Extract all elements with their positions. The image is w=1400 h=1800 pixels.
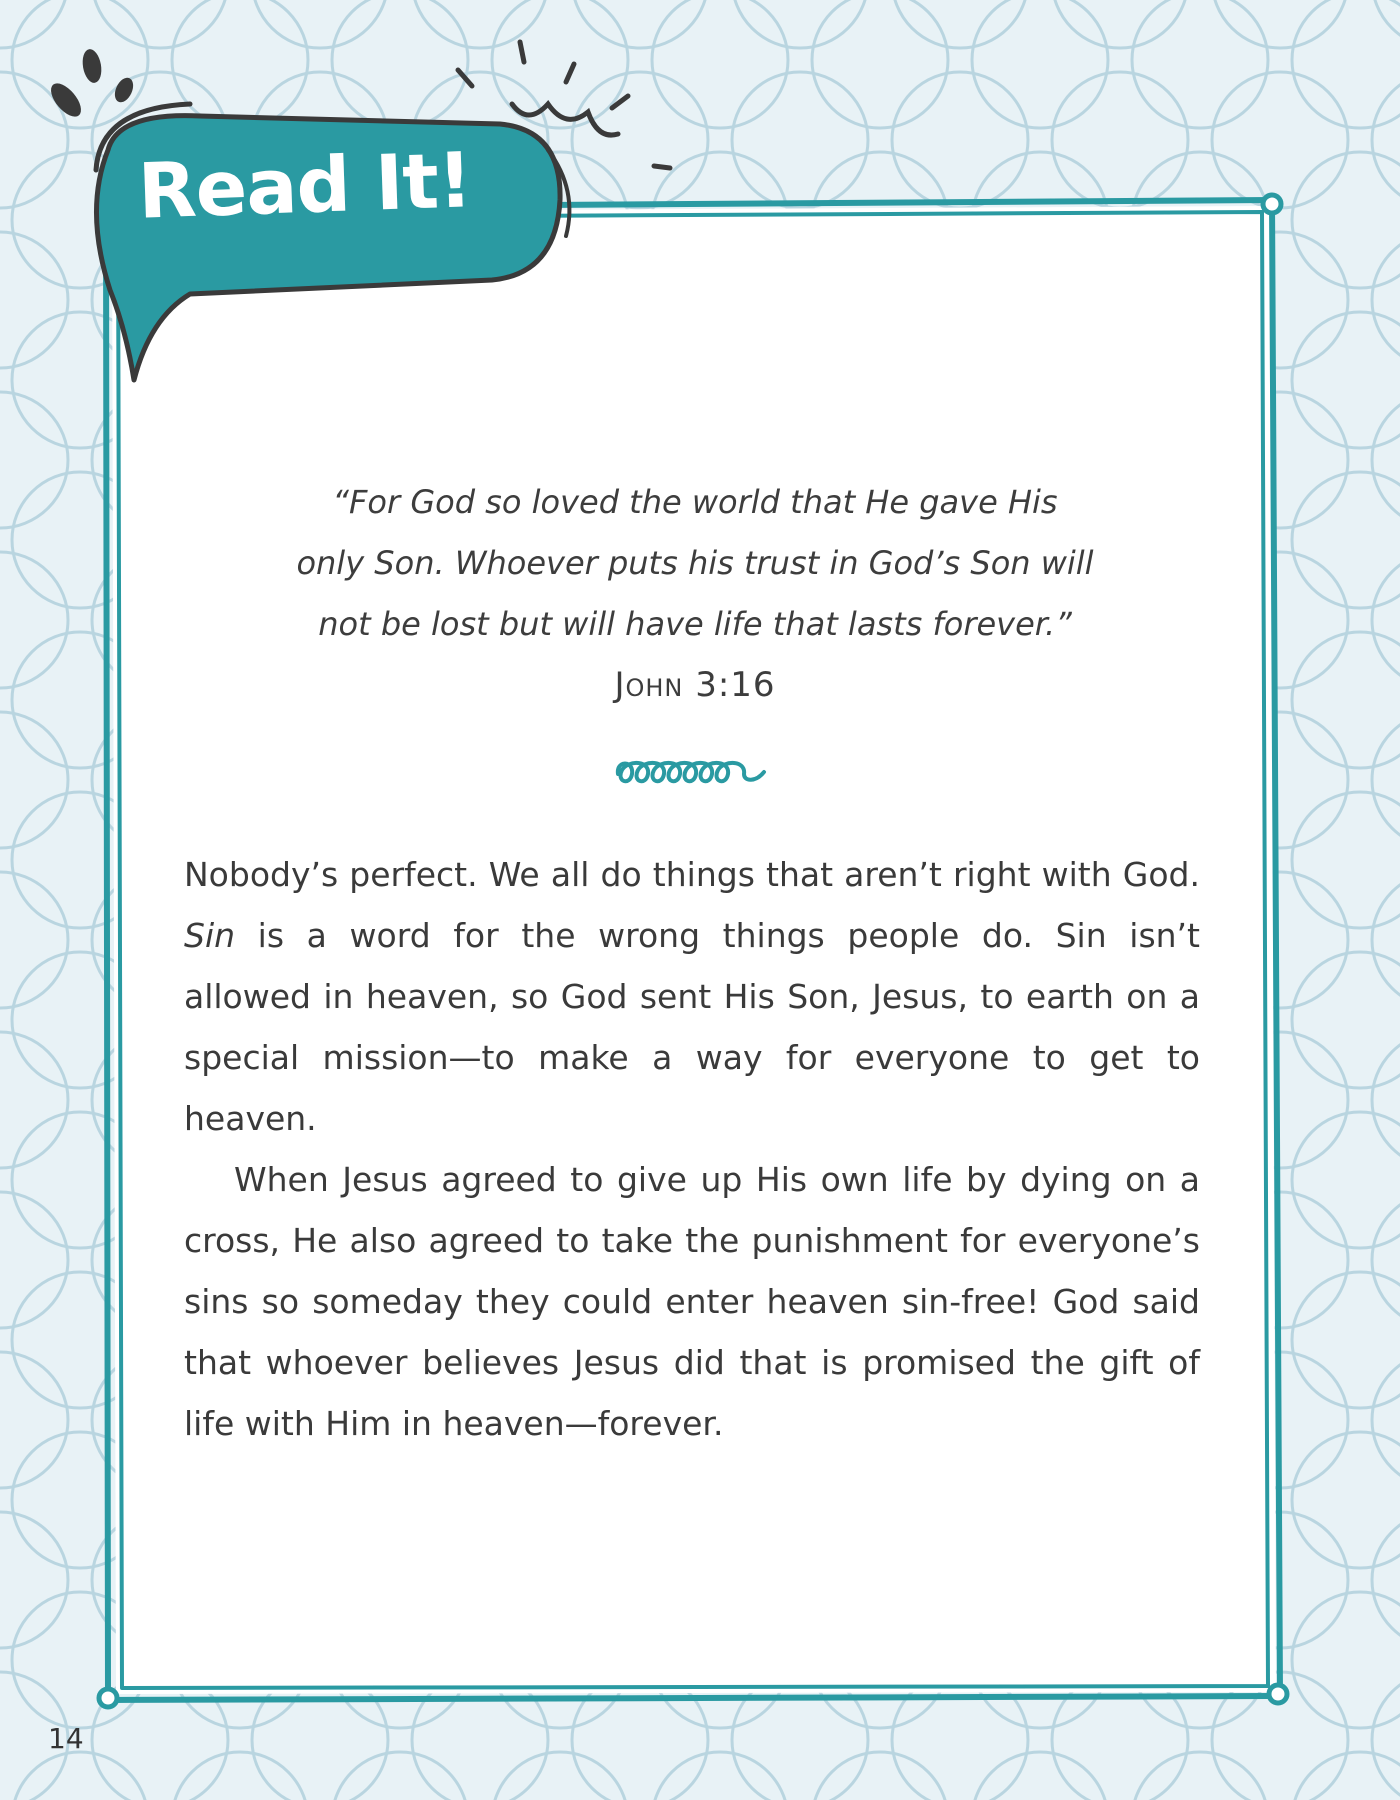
verse-text: “For God so loved the world that He gave His only Son. Whoever puts his trust in God’s Son will not be lost but will have life that lasts forever.” — [296, 483, 1094, 643]
section-heading: Read It! — [136, 135, 473, 236]
corner-knot — [1263, 195, 1281, 213]
splash-drops-icon — [45, 48, 136, 122]
scripture-verse — [240, 472, 1150, 705]
corner-knot — [1269, 1685, 1287, 1703]
body-text-line: Nobody’s perfect. We all do things that aren’t right with God. — [184, 855, 1200, 894]
verse-reference — [240, 665, 1150, 705]
body-paragraph — [184, 844, 1200, 1149]
verse-chapter-verse: 3:16 — [695, 665, 776, 705]
body-text — [184, 844, 1200, 1454]
verse-book: John — [614, 665, 684, 705]
body-paragraph: When Jesus agreed to give up His own life by dying on a cross, He also agreed to take the punishment for everyone’s sins so someday they could enter heaven sin-free! God said that whoever believes Jesus did that is promised the gift of life with Him in heaven—forever. — [184, 1160, 1200, 1443]
emphasized-word: Sin — [184, 916, 236, 955]
loop-divider-icon — [612, 756, 772, 790]
body-text-run: is a word for the wrong things people do. Sin isn’t allowed in heaven, so God sent His Son, Jesus, to earth on a special mission—to make a way for everyone to get to heaven. — [184, 916, 1200, 1138]
page-number: 14 — [48, 1722, 84, 1755]
corner-knot — [99, 1689, 117, 1707]
